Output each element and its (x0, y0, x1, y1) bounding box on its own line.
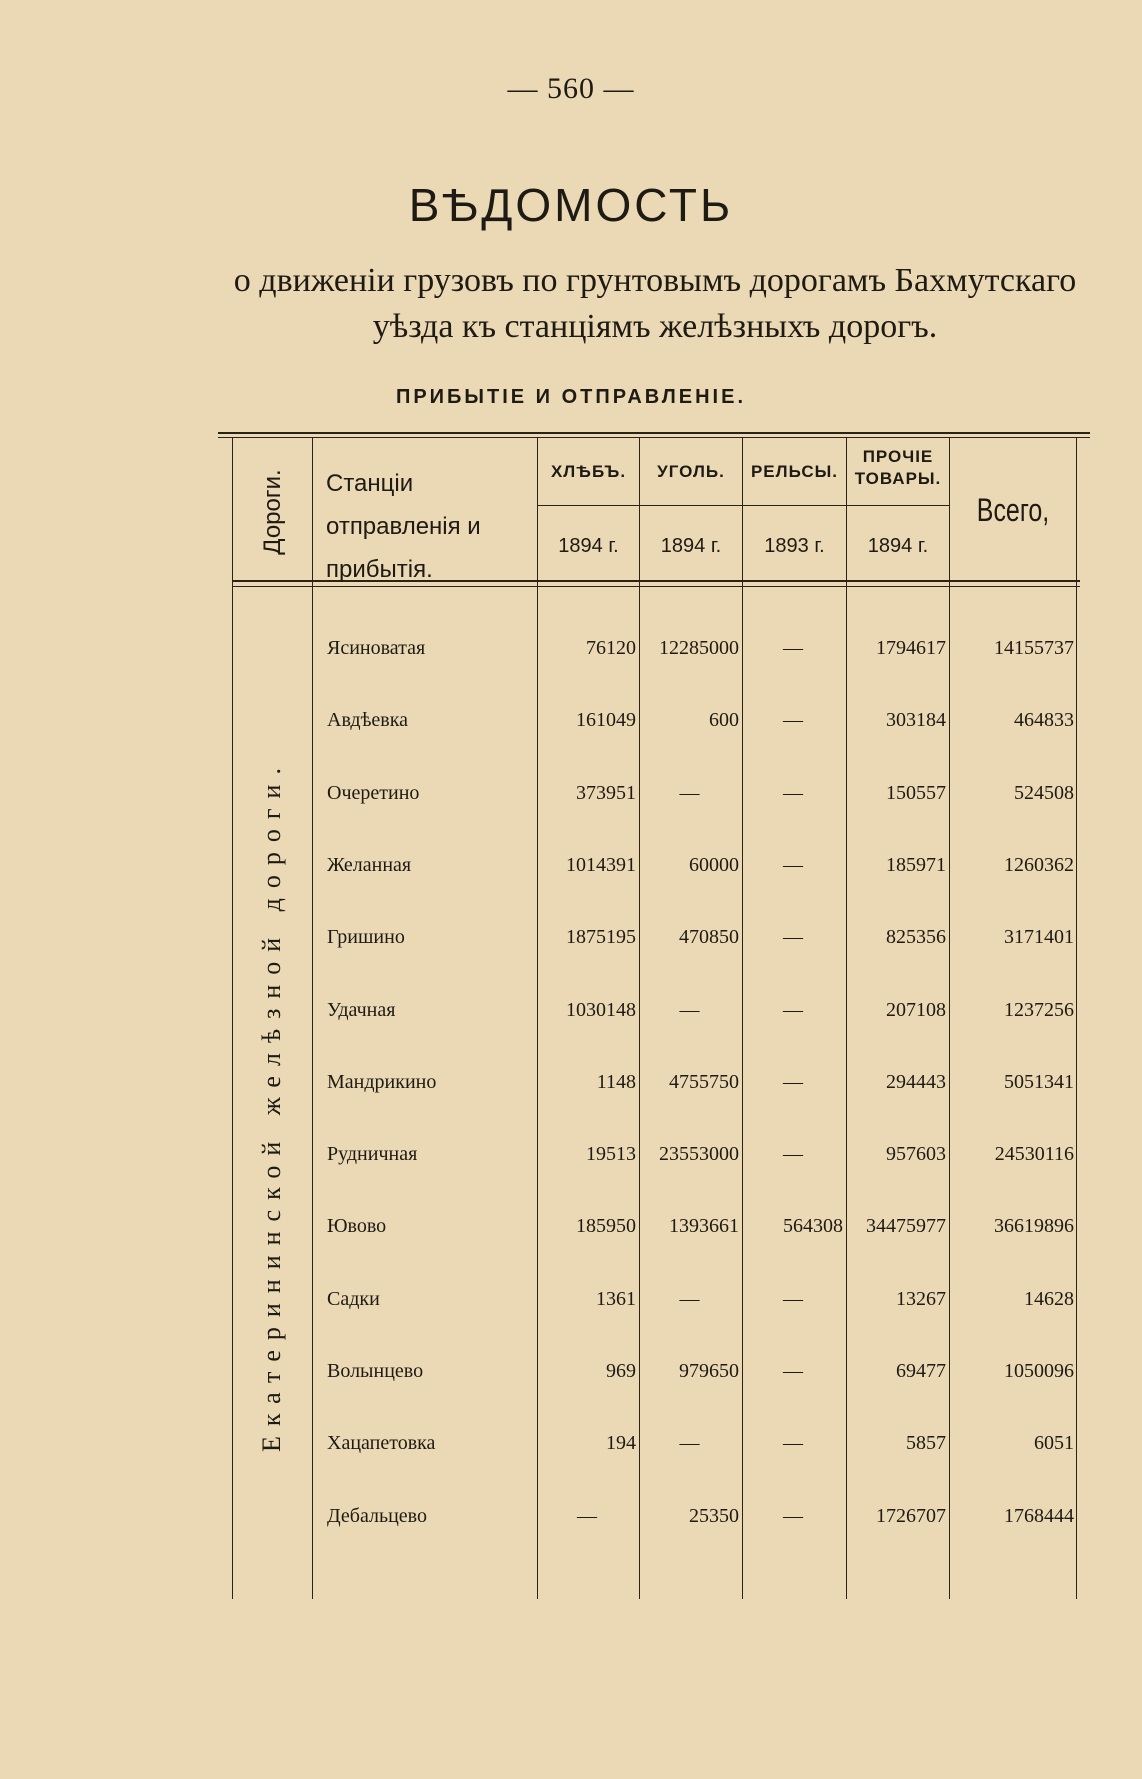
cell-coal: 470850 (679, 926, 739, 949)
station-name: Авдѣевка (327, 709, 409, 732)
cell-other: 207108 (886, 998, 946, 1021)
cell-coal: 979650 (679, 1360, 739, 1382)
railway-label: Екатерининской желѣзной дороги. (257, 758, 286, 1452)
cell-total: 1260362 (1004, 853, 1074, 876)
cell-grain: 1014391 (566, 853, 636, 876)
cell-total: 14628 (1024, 1287, 1074, 1310)
header-rails: РЕЛЬСЫ. (750, 462, 839, 481)
cell-coal: 12285000 (659, 637, 739, 659)
cell-rails: — (783, 709, 803, 732)
cell-other: 825356 (886, 926, 946, 949)
cell-rails: — (783, 1360, 803, 1382)
station-name: Садки (327, 1287, 380, 1310)
header-year-rails: 1893 г. (764, 535, 825, 557)
table-top-rule-inner (218, 437, 1090, 438)
cell-coal: 600 (709, 709, 739, 732)
cell-other: 957603 (886, 1143, 946, 1166)
cell-total: 1050096 (1004, 1360, 1074, 1382)
table-top-rule (218, 432, 1090, 434)
station-name: Гришино (327, 926, 405, 949)
cell-coal: 1393661 (669, 1215, 739, 1238)
cell-coal: 23553000 (659, 1143, 739, 1166)
cell-rails: — (783, 1432, 803, 1455)
cell-coal: 25350 (689, 1504, 739, 1527)
divider-roads-station (312, 437, 313, 1599)
cell-total: 524508 (1014, 781, 1074, 804)
station-name: Ювово (327, 1215, 387, 1238)
cell-rails: — (783, 1504, 803, 1527)
cell-grain: — (577, 1504, 597, 1527)
header-coal: УГОЛЬ. (657, 462, 725, 481)
cell-coal: 4755750 (669, 1070, 739, 1093)
table-left-border (232, 437, 233, 1599)
cell-rails: — (783, 998, 803, 1021)
station-name: Хацапетовка (327, 1432, 436, 1455)
cell-total: 5051341 (1004, 1070, 1074, 1093)
header-year-grain: 1894 г. (558, 535, 619, 557)
cell-rails: — (783, 1287, 803, 1310)
header-year-other: 1894 г. (867, 535, 929, 557)
cell-grain: 194 (606, 1432, 636, 1455)
cell-grain: 1875195 (566, 926, 636, 949)
station-name: Мандрикино (327, 1070, 437, 1093)
cell-rails: — (783, 781, 803, 804)
cell-total: 24530116 (994, 1143, 1074, 1166)
document-title: ВѢДОМОСТЬ (408, 179, 734, 231)
station-name: Очеретино (327, 781, 420, 804)
cell-other: 5857 (906, 1432, 946, 1455)
cell-grain: 76120 (586, 637, 636, 659)
cell-grain: 1030148 (566, 998, 636, 1021)
cell-other: 303184 (886, 709, 946, 732)
station-name: Удачная (327, 998, 396, 1021)
cell-rails: — (783, 853, 803, 876)
cell-coal: — (679, 1432, 700, 1455)
cell-total: 3171401 (1004, 926, 1074, 949)
cell-grain: 373951 (576, 781, 636, 804)
cell-other: 34475977 (866, 1215, 946, 1238)
header-total: Всего, (976, 492, 1050, 528)
cell-grain: 185950 (576, 1215, 636, 1238)
cell-other: 294443 (886, 1070, 946, 1093)
cell-rails: — (783, 637, 803, 659)
header-grain: ХЛѢБЪ. (550, 462, 627, 481)
cell-other: 1794617 (876, 637, 946, 659)
document-subtitle: о движеніи грузовъ по грунтовымъ дорогамъ Бахмутскаго уѣзда къ станціямъ желѣзныхъ дорогъ. (233, 262, 1077, 345)
header-mid-rule (538, 505, 950, 506)
cell-grain: 161049 (576, 709, 636, 732)
cell-rails: — (783, 1070, 803, 1093)
cell-other: 1726707 (876, 1504, 946, 1527)
station-name: Желанная (327, 853, 412, 876)
cell-grain: 969 (606, 1360, 636, 1382)
table-right-border (1076, 437, 1077, 1599)
cell-rails: 564308 (783, 1215, 843, 1238)
cell-grain: 1148 (596, 1070, 636, 1093)
cell-other: 69477 (896, 1360, 946, 1382)
cell-total: 1768444 (1004, 1504, 1074, 1527)
cell-coal: 60000 (689, 853, 739, 876)
cell-coal: — (679, 781, 700, 804)
cell-rails: — (783, 926, 803, 949)
cell-other: 185971 (886, 853, 946, 876)
cell-total: 1237256 (1004, 998, 1074, 1021)
header-year-coal: 1894 г. (660, 535, 722, 557)
cell-coal: — (679, 1287, 700, 1310)
cell-total: 464833 (1014, 709, 1074, 732)
header-other: ПРОЧІЕ ТОВАРЫ. (854, 447, 942, 488)
cell-coal: — (679, 998, 700, 1021)
station-name: Дебальцево (327, 1504, 427, 1527)
page-number: — 560 — (507, 72, 635, 105)
cell-grain: 1361 (596, 1287, 636, 1310)
header-roads: Дороги. (259, 469, 286, 555)
cell-other: 150557 (886, 781, 946, 804)
station-name: Ясиноватая (327, 637, 426, 659)
cell-grain: 19513 (586, 1143, 636, 1166)
station-name: Рудничная (327, 1143, 418, 1166)
cell-total: 14155737 (994, 637, 1074, 659)
cell-other: 13267 (896, 1287, 946, 1310)
station-name: Волынцево (327, 1360, 424, 1382)
cell-total: 36619896 (994, 1215, 1074, 1238)
cell-total: 6051 (1034, 1432, 1074, 1455)
section-heading: ПРИБЫТІЕ И ОТПРАВЛЕНІЕ. (395, 386, 747, 408)
header-station: Станціи отправленія и прибытія. (326, 470, 481, 583)
cell-rails: — (783, 1143, 803, 1166)
